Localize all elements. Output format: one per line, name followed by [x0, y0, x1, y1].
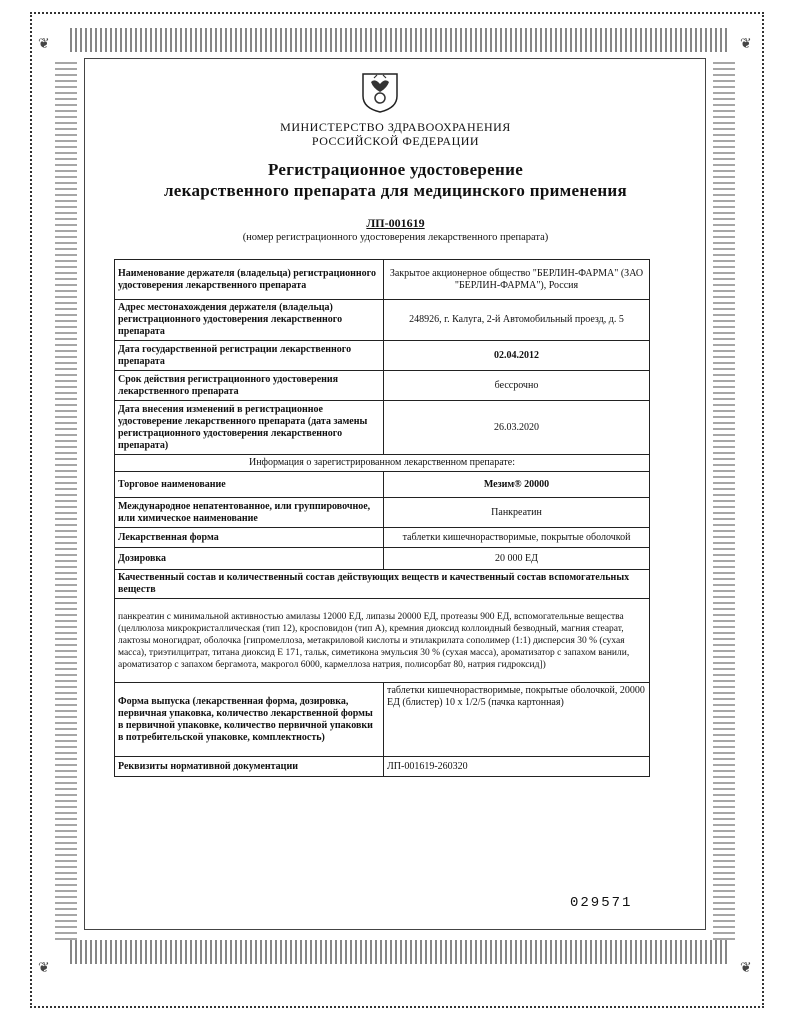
- registration-number: ЛП-001619: [366, 216, 425, 230]
- amendment-date-label: Дата внесения изменений в регистрационное удостоверение лекарственного препарата (дата замены регистрационного удостоверения лекарственного препарата): [115, 401, 384, 455]
- composition-header: Качественный состав и количественный состав действующих веществ и качественный состав вспомогательных веществ: [115, 570, 650, 599]
- corner-ornament-icon: ❦: [740, 37, 752, 52]
- table-row: [115, 300, 650, 341]
- table-row: [115, 498, 650, 528]
- amendment-date-value: 26.03.2020: [384, 401, 650, 455]
- normative-doc-value: ЛП-001619-260320: [384, 757, 650, 777]
- trade-name-label: Торговое наименование: [115, 472, 384, 498]
- ornamental-bottom-band: [70, 940, 730, 964]
- table-row: [115, 260, 650, 300]
- ministry-name-line2: РОССИЙСКОЙ ФЕДЕРАЦИИ: [311, 134, 480, 148]
- registration-number-caption: (номер регистрационного удостоверения лекарственного препарата): [242, 232, 549, 243]
- holder-address-value: 248926, г. Калуга, 2-й Автомобильный проезд, д. 5: [384, 300, 650, 341]
- validity-value: бессрочно: [384, 371, 650, 401]
- ornamental-top-band: [70, 28, 730, 52]
- table-row: [115, 371, 650, 401]
- table-row: [115, 341, 650, 371]
- document-title-line1: Регистрационное удостоверение: [267, 160, 524, 179]
- composition-text: панкреатин с минимальной активностью амилазы 12000 ЕД, липазы 20000 ЕД, протеазы 900 ЕД, вспомогательные вещества (целлюлоза микрокристаллическая (тип 12), кросповидон (тип А), кремния диоксид коллоидный безводный, магния стеарат, лактозы моногидрат, оболочка [гипромеллоза, метакриловой кислоты и этилакрилата сополимер (1:1) дисперсия 30 % (сухая масса), триэтилцитрат, титана диоксид Е 171, тальк, симетикона эмульсия 30 % (сухая масса), ароматизатор с запахом ванили, ароматизатор с запахом бергамота, макрогол 6000, кармеллоза натрия, полисорбат 80, натрия гидроксид]): [115, 599, 650, 683]
- trade-name-value: Мезим® 20000: [384, 472, 650, 498]
- table-row: [115, 401, 650, 455]
- certificate-table: [114, 259, 650, 777]
- dosage-form-value: таблетки кишечнорастворимые, покрытые оболочкой: [384, 528, 650, 548]
- holder-name-label: Наименование держателя (владельца) регистрационного удостоверения лекарственного препарата: [115, 260, 384, 300]
- table-row: [115, 548, 650, 570]
- table-row: [115, 599, 650, 683]
- release-form-value: таблетки кишечнорастворимые, покрытые оболочкой, 20000 ЕД (блистер) 10 x 1/2/5 (пачка картонная): [384, 683, 650, 757]
- table-row: [115, 570, 650, 599]
- holder-address-label: Адрес местонахождения держателя (владельца) регистрационного удостоверения лекарственного препарата: [115, 300, 384, 341]
- corner-ornament-icon: ❦: [38, 961, 50, 976]
- drug-info-header: Информация о зарегистрированном лекарственном препарате:: [115, 455, 650, 472]
- registration-date-value: 02.04.2012: [384, 341, 650, 371]
- dosage-value: 20 000 ЕД: [384, 548, 650, 570]
- table-row: [115, 757, 650, 777]
- document-title-line2: лекарственного препарата для медицинского применения: [163, 181, 628, 200]
- table-row: [115, 455, 650, 472]
- dosage-form-label: Лекарственная форма: [115, 528, 384, 548]
- dosage-label: Дозировка: [115, 548, 384, 570]
- corner-ornament-icon: ❦: [740, 961, 752, 976]
- registration-date-label: Дата государственной регистрации лекарственного препарата: [115, 341, 384, 371]
- normative-doc-label: Реквизиты нормативной документации: [115, 757, 384, 777]
- ministry-name-line1: МИНИСТЕРСТВО ЗДРАВООХРАНЕНИЯ: [280, 120, 511, 134]
- corner-ornament-icon: ❦: [38, 37, 50, 52]
- state-emblem-icon: [357, 68, 403, 114]
- release-form-label: Форма выпуска (лекарственная форма, дозировка, первичная упаковка, количество лекарственной формы в первичной упаковке, количество первичной упаковки в потребительской упаковке, комплектность): [115, 683, 384, 757]
- inn-value: Панкреатин: [384, 498, 650, 528]
- table-row: [115, 472, 650, 498]
- serial-number: 029571: [570, 895, 633, 911]
- table-row: [115, 528, 650, 548]
- holder-name-value: Закрытое акционерное общество "БЕРЛИН-ФАРМА" (ЗАО "БЕРЛИН-ФАРМА"), Россия: [384, 260, 650, 300]
- validity-label: Срок действия регистрационного удостоверения лекарственного препарата: [115, 371, 384, 401]
- table-row: [115, 683, 650, 757]
- inn-label: Международное непатентованное, или группировочное, или химическое наименование: [115, 498, 384, 528]
